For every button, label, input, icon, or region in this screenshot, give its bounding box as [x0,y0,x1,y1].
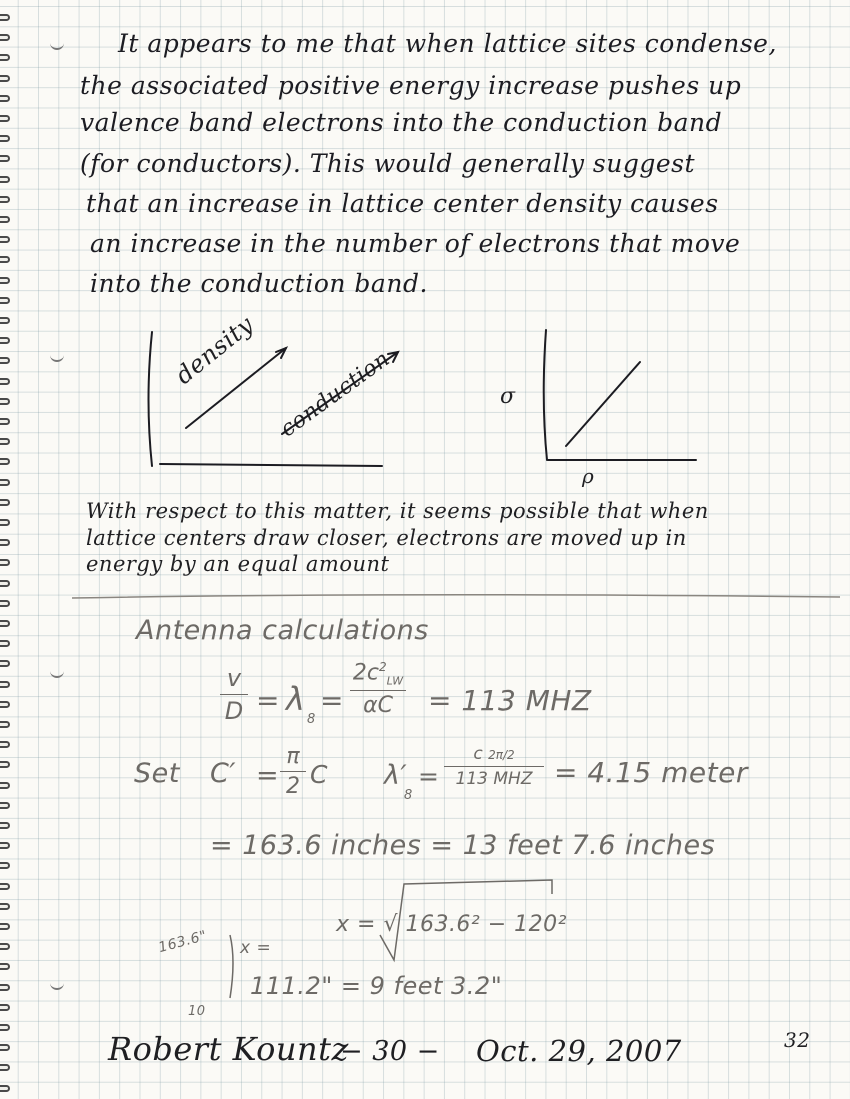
triangle-x-label: x = [240,938,272,958]
graph-right-x-label: ρ [582,464,595,488]
paragraph-line-3: valence band electrons into the conduction band [80,108,723,137]
graph-left-x-axis [160,464,382,466]
eq2-result: = 4.15 meter [554,756,748,789]
eq2-frac-bar [280,771,306,772]
eq1-lambda: λ [286,680,306,718]
page-number: 32 [784,1028,811,1052]
eq2-frac2-num [444,744,544,764]
eq1-mid-fraction [350,660,406,718]
paragraph-line-1: It appears to me that when lattice sites condense, [118,29,777,58]
graph-left-y-axis [149,332,153,466]
eq2-frac-num: π [286,744,300,769]
graph-right-y-axis [544,330,547,460]
eq1-mid-num-sub: LW [386,674,404,688]
eq2-equals-2: = [418,762,440,791]
paragraph-line-5: that an increase in lattice center density causes [86,189,719,218]
antenna-eq3: = 163.6 inches = 13 feet 7.6 inches [210,830,716,861]
eq1-result: = 113 MHZ [428,684,592,717]
eq2-c: C [310,760,328,789]
eq2-frac2-den: 113 MHZ [455,769,533,789]
triangle-bracket [230,935,233,998]
triangle-hypotenuse-label: 163.6" [156,927,209,957]
paragraph-line-2: the associated positive energy increase pushes up [80,71,742,100]
graph-right-line [566,362,640,446]
eq1-mid-num-sup: 2 [378,660,387,674]
eq2-c-fraction [444,744,544,789]
paragraph-line-4: (for conductors). This would generally suggest [80,149,696,178]
eq1-mid-num-main: 2c [352,660,379,686]
eq2-lambda-prime-sub: 8 [404,788,413,803]
eq1-lambda-sub: 8 [307,712,316,727]
eq2-frac2-num-main: c [473,744,483,764]
eq2-equals: = [256,760,280,791]
triangle-result: 111.2" = 9 feet 3.2" [250,972,503,1000]
eq2-set: Set [134,758,180,789]
graph-right-y-label: σ [500,384,516,409]
eq1-equals-b: = [320,684,344,717]
triangle-side-label: 10 [188,1004,206,1019]
author-signature: Robert Kountz [108,1030,349,1068]
graph-left-conduction-label: conduction [276,346,395,443]
eq1-mid-num [350,660,406,688]
eq1-lhs-num: v [226,664,242,692]
eq1-mid-den: αC [363,692,393,718]
sqrt-expression: x = √ 163.6² − 120² [336,912,567,937]
eq2-cprime: C′ [210,758,236,789]
eq2-frac-den: 2 [286,774,300,799]
paragraph-line-7: into the conduction band. [90,269,428,298]
eq1-lhs-fraction [220,664,248,725]
eq2-frac2-num-extra: 2π/2 [488,748,515,762]
note-line-1: With respect to this matter, it seems possible that when [86,499,709,523]
section-divider [72,595,840,598]
eq2-lambda-prime: λ′ [384,760,408,791]
page-marker: − 30 − [340,1036,440,1067]
eq2-pi-fraction [280,744,306,799]
eq1-mid-bar [350,690,406,691]
graph-left-density-label: density [170,310,259,390]
paragraph-line-6: an increase in the number of electrons that move [90,229,741,258]
antenna-heading: Antenna calculations [136,615,429,646]
eq2-frac2-bar [444,766,544,767]
eq1-lhs-den: D [224,697,244,725]
note-line-3: energy by an equal amount [86,552,390,576]
entry-date: Oct. 29, 2007 [476,1034,682,1068]
note-line-2: lattice centers draw closer, electrons are moved up in [86,526,687,550]
eq1-equals-a: = [256,684,280,717]
eq1-lhs-bar [220,694,248,695]
